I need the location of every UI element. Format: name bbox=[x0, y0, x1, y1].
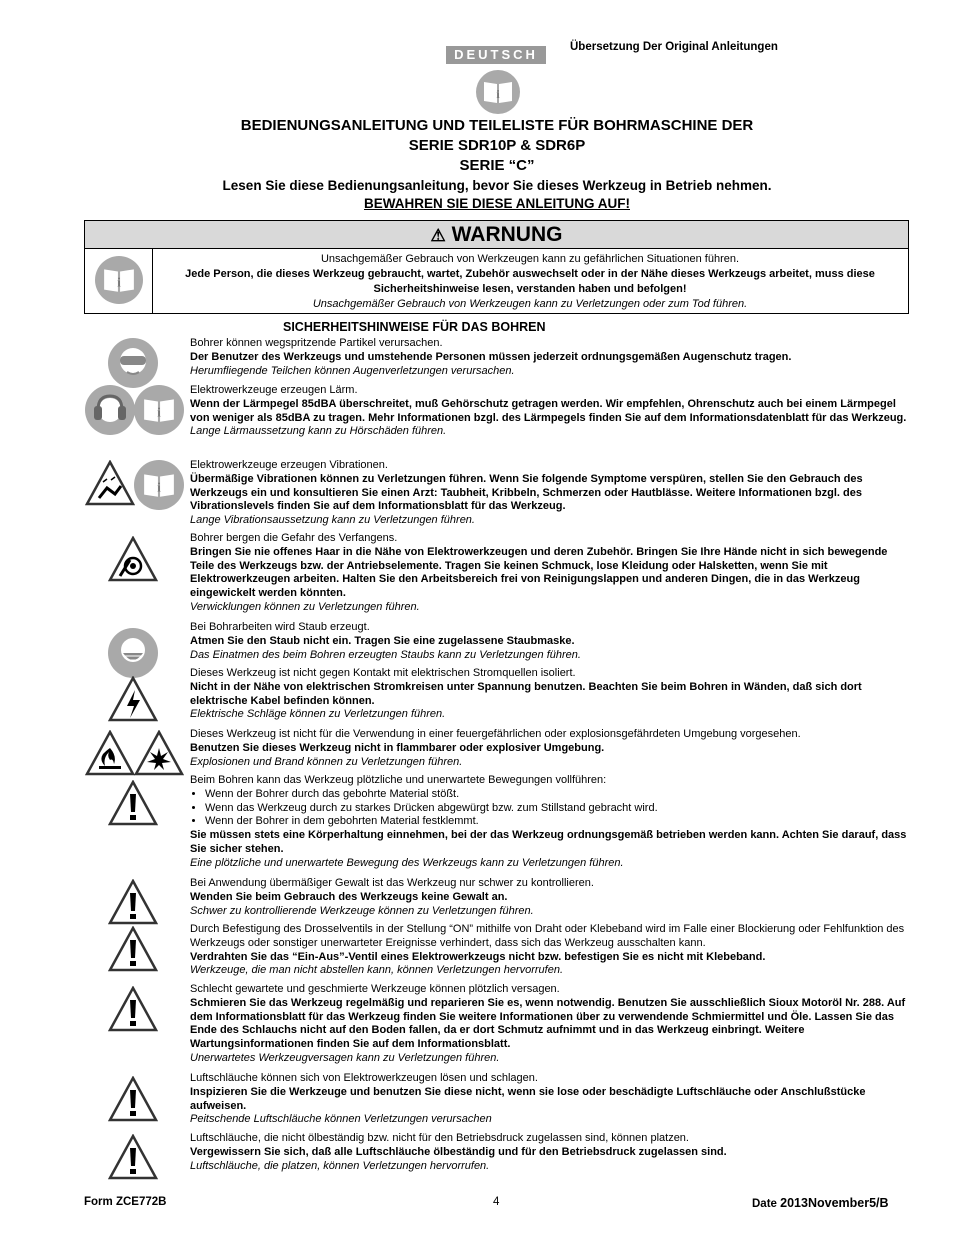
list-item: • Wenn das Werkzeug durch zu starkes Drücken abgewürgt bzw. zum Stillstand gebracht wird. bbox=[205, 802, 912, 816]
svg-text:i: i bbox=[157, 405, 161, 420]
warning-line1: Unsachgemäßer Gebrauch von Werkzeugen kann zu gefährlichen Situationen führen. bbox=[320, 253, 740, 265]
safety-entry-hose-burst bbox=[190, 1132, 912, 1173]
bullet-list bbox=[190, 788, 912, 829]
instruction-text: Atmen Sie den Staub nicht ein. Tragen Sie eine zugelassene Staubmaske. bbox=[190, 634, 575, 647]
hazard-text: Bohrer können wegspritzende Partikel verursachen. bbox=[190, 337, 443, 349]
caution-exclamation-icon bbox=[108, 926, 158, 972]
instruction-text: Benutzen Sie dieses Werkzeug nicht in flammbarer oder explosiver Umgebung. bbox=[190, 741, 605, 754]
hazard-text: Elektrowerkzeuge erzeugen Lärm. bbox=[190, 384, 358, 396]
instruction-text: Sie müssen stets eine Körperhaltung einnehmen, bei der das Werkzeug ordnungsgemäß betrieben werden kann. Achten Sie darauf, dass Sie sicher stehen. bbox=[190, 829, 907, 855]
safety-entry-vibration bbox=[190, 459, 912, 528]
safety-entry-sudden-movement bbox=[190, 774, 912, 871]
caution-exclamation-icon bbox=[108, 986, 158, 1032]
hazard-text: Bei Bohrarbeiten wird Staub erzeugt. bbox=[190, 621, 370, 633]
consequence-text: Peitschende Luftschläuche können Verletzungen verursachen bbox=[190, 1113, 492, 1126]
explosion-warning-icon bbox=[134, 730, 184, 776]
caution-exclamation-icon bbox=[108, 1076, 158, 1122]
hazard-text: Elektrowerkzeuge erzeugen Vibrationen. bbox=[190, 459, 388, 471]
read-manual-icon bbox=[95, 256, 143, 304]
hazard-text: Schlecht gewartete und geschmierte Werkzeuge können plötzlich versagen. bbox=[190, 983, 560, 995]
entanglement-warning-icon bbox=[108, 536, 158, 582]
safety-entry-entanglement bbox=[190, 532, 912, 615]
safety-entry-explosive bbox=[190, 728, 912, 769]
read-instruction: Lesen Sie diese Bedienungsanleitung, bevor Sie dieses Werkzeug in Betrieb nehmen. bbox=[222, 178, 772, 193]
safety-entry-eye-protection bbox=[190, 337, 912, 378]
consequence-text: Unerwartetes Werkzeugversagen kann zu Verletzungen führen. bbox=[190, 1051, 500, 1064]
hazard-text: Beim Bohren kann das Werkzeug plötzliche und unerwartete Bewegungen vollführen: bbox=[190, 774, 607, 786]
list-item: • Wenn der Bohrer in dem gebohrten Material festklemmt. bbox=[205, 815, 912, 829]
fire-warning-icon bbox=[85, 730, 135, 776]
consequence-text: Explosionen und Brand können zu Verletzungen führen. bbox=[190, 755, 463, 768]
svg-text:i: i bbox=[117, 275, 121, 290]
read-manual-icon bbox=[134, 385, 184, 435]
dust-mask-icon bbox=[108, 628, 158, 678]
consequence-text: Elektrische Schläge können zu Verletzungen führen. bbox=[190, 708, 446, 721]
consequence-text: Das Einatmen des beim Bohren erzeugten Staubs kann zu Verletzungen führen. bbox=[190, 648, 581, 661]
consequence-text: Lange Vibrationsaussetzung kann zu Verletzungen führen. bbox=[190, 514, 475, 527]
caution-exclamation-icon bbox=[108, 780, 158, 826]
safety-entry-maintenance bbox=[190, 983, 912, 1066]
instruction-text: Inspizieren Sie die Werkzeuge und benutzen Sie diese nicht, wenn sie lose oder beschädigte Luftschläuche oder Anschlußstücke aufweisen. bbox=[190, 1085, 866, 1112]
safety-entry-noise bbox=[190, 384, 912, 439]
warning-line2: Jede Person, die dieses Werkzeug gebraucht, wartet, Zubehör auswechselt oder in der Nähe dieses Werkzeugs arbeitet, muss diese Sicherheitshinweise lesen, verstanden haben und befolgen! bbox=[185, 268, 875, 295]
safety-entry-dust bbox=[190, 621, 912, 662]
translation-note: Übersetzung Der Original Anleitungen bbox=[570, 41, 778, 53]
read-manual-icon bbox=[476, 70, 520, 114]
hazard-text: Dieses Werkzeug ist nicht für die Verwendung in einer feuergefährlichen oder explosionsgefährdeten Umgebung vorgesehen. bbox=[190, 728, 801, 740]
warning-line3: Unsachgemäßer Gebrauch von Werkzeugen kann zu Verletzungen oder zum Tod führen. bbox=[312, 298, 748, 310]
list-item: • Wenn der Bohrer durch das gebohrte Material stößt. bbox=[205, 788, 912, 802]
warning-header bbox=[85, 221, 908, 249]
warning-heading: WARNUNG bbox=[451, 223, 563, 246]
consequence-text: Schwer zu kontrollierende Werkzeuge können zu Verletzungen führen. bbox=[190, 904, 534, 917]
hazard-text: Luftschläuche, die nicht ölbeständig bzw. nicht für den Betriebsdruck zugelassen sind, können platzen. bbox=[190, 1132, 689, 1144]
hazard-text: Dieses Werkzeug ist nicht gegen Kontakt mit elektrischen Stromquellen isoliert. bbox=[190, 667, 576, 679]
caution-exclamation-icon bbox=[108, 879, 158, 925]
instruction-text: Übermäßige Vibrationen können zu Verletzungen führen. Wenn Sie folgende Symptome verspüren, stellen Sie den Gebrauch des Werkzeugs ein und konsultieren Sie einen Arzt: Taubheit, Kribbeln, Schmerzen oder Hautblässe. Weitere Informationen bzgl. des Vibrationslevels finden Sie auf dem Informationsblatt für das Werkzeug. bbox=[190, 472, 863, 513]
instruction-text: Wenden Sie beim Gebrauch des Werkzeugs keine Gewalt an. bbox=[190, 890, 508, 903]
hazard-text: Durch Befestigung des Drosselventils in der Stellung “ON” mithilfe von Draht oder Klebeband wird im Falle einer Blockierung oder Fehlfunktion des Werkzeugs oder sonstiger unerwarteter Ereignisse verhindert, dass sich das Werkzeug ausschalten kann. bbox=[190, 923, 905, 949]
warning-icon-cell bbox=[85, 248, 153, 313]
consequence-text: Luftschläuche, die platzen, können Verletzungen hervorrufen. bbox=[190, 1159, 490, 1172]
language-badge: DEUTSCH bbox=[446, 46, 546, 64]
instruction-text: Verdrahten Sie das “Ein-Aus”-Ventil eines Elektrowerkzeugs nicht bzw. befestigen Sie es nicht mit Klebeband. bbox=[190, 950, 766, 963]
document-title-line3: SERIE “C” bbox=[459, 157, 535, 174]
footer-date bbox=[752, 1196, 889, 1210]
warning-triangle-icon: ⚠ bbox=[430, 226, 446, 245]
consequence-text: Verwicklungen können zu Verletzungen führen. bbox=[190, 600, 420, 613]
document-title-line1: BEDIENUNGSANLEITUNG UND TEILELISTE FÜR BOHRMASCHINE DER bbox=[240, 117, 754, 134]
consequence-text: Werkzeuge, die man nicht abstellen kann, können Verletzungen hervorrufen. bbox=[190, 964, 564, 977]
safety-entry-throttle bbox=[190, 923, 912, 978]
warning-text bbox=[155, 252, 905, 312]
hazard-text: Luftschläuche können sich von Elektrowerkzeugen lösen und schlagen. bbox=[190, 1072, 538, 1084]
ear-protection-icon bbox=[85, 385, 135, 435]
vibration-warning-icon bbox=[85, 460, 135, 506]
date-label: Date bbox=[752, 1198, 777, 1210]
instruction-text: Wenn der Lärmpegel 85dBA überschreitet, muß Gehörschutz getragen werden. Wir empfehlen, Ohrenschutz auch bei einem Lärmpegel von weniger als 85dBA zu tragen. Mehr Informationen bzgl. des Lärmpegels finden Sie auf dem Informationsdatenblatt für das Werkzeug. bbox=[190, 397, 907, 424]
instruction-text: Vergewissern Sie sich, daß alle Luftschläuche ölbeständig und für den Betriebsdruck zugelassen sind. bbox=[190, 1145, 727, 1158]
hazard-text: Bei Anwendung übermäßiger Gewalt ist das Werkzeug nur schwer zu kontrollieren. bbox=[190, 877, 594, 889]
safety-entry-air-hose bbox=[190, 1072, 912, 1127]
read-manual-icon bbox=[134, 460, 184, 510]
document-title-line2: SERIE SDR10P & SDR6P bbox=[408, 137, 586, 154]
safety-entry-electric bbox=[190, 667, 912, 722]
svg-text:i: i bbox=[496, 87, 500, 101]
eye-protection-icon bbox=[108, 338, 158, 388]
warning-box bbox=[84, 220, 909, 314]
consequence-text: Herumfliegende Teilchen können Augenverletzungen verursachen. bbox=[190, 364, 515, 377]
date-value: 2013November5/B bbox=[780, 1196, 889, 1210]
instruction-text: Nicht in der Nähe von elektrischen Stromkreisen unter Spannung benutzen. Beachten Sie beim Bohren in Wänden, daß sich dort elektrische Kabel befinden können. bbox=[190, 680, 862, 707]
instruction-text: Schmieren Sie das Werkzeug regelmäßig und reparieren Sie es, wenn notwendig. Benutzen Sie ausschließlich Sioux Motoröl Nr. 288. Auf dem Informationsblatt für das Werkzeug finden Sie weitere Informationen über zu verwendende Schmiermittel und Öle. Lassen Sie das Ende des Schlauchs nicht auf den Boden fallen, da er dort Schmutz aufnimmt und in das Werkzeug einbringt. Weitere Wartungsinformationen finden Sie auf dem Informationsblatt. bbox=[190, 996, 906, 1051]
instruction-text: Bringen Sie nie offenes Haar in die Nähe von Elektrowerkzeugen und deren Zubehör. Bringen Sie Ihre Hände nicht in sich bewegende Teile des Werkzeugs bzw. der Antriebselemente. Tragen Sie keinen Schmuck, lose Kleidung oder Halsketten, wenn Sie mit Elektrowerkzeugen arbeiten. Halten Sie den Arbeitsbereich frei von Reinigungslappen und anderen Dingen, die in das Werkzeug eingewickelt werden könnten. bbox=[190, 545, 888, 600]
consequence-text: Lange Lärmaussetzung kann zu Hörschäden führen. bbox=[190, 425, 447, 438]
safety-entry-force bbox=[190, 877, 912, 918]
electric-shock-warning-icon bbox=[108, 676, 158, 722]
form-number: Form ZCE772B bbox=[84, 1196, 167, 1208]
instruction-text: Der Benutzer des Werkzeugs und umstehende Personen müssen jederzeit ordnungsgemäßen Augenschutz tragen. bbox=[190, 350, 792, 363]
page-number: 4 bbox=[493, 1196, 500, 1208]
caution-exclamation-icon bbox=[108, 1134, 158, 1180]
hazard-text: Bohrer bergen die Gefahr des Verfangens. bbox=[190, 532, 398, 544]
keep-manual-note: BEWAHREN SIE DIESE ANLEITUNG AUF! bbox=[363, 196, 630, 211]
section-heading: SICHERHEITSHINWEISE FÜR DAS BOHREN bbox=[283, 320, 546, 334]
consequence-text: Eine plötzliche und unerwartete Bewegung des Werkzeugs kann zu Verletzungen führen. bbox=[190, 856, 624, 869]
svg-text:i: i bbox=[157, 480, 161, 495]
